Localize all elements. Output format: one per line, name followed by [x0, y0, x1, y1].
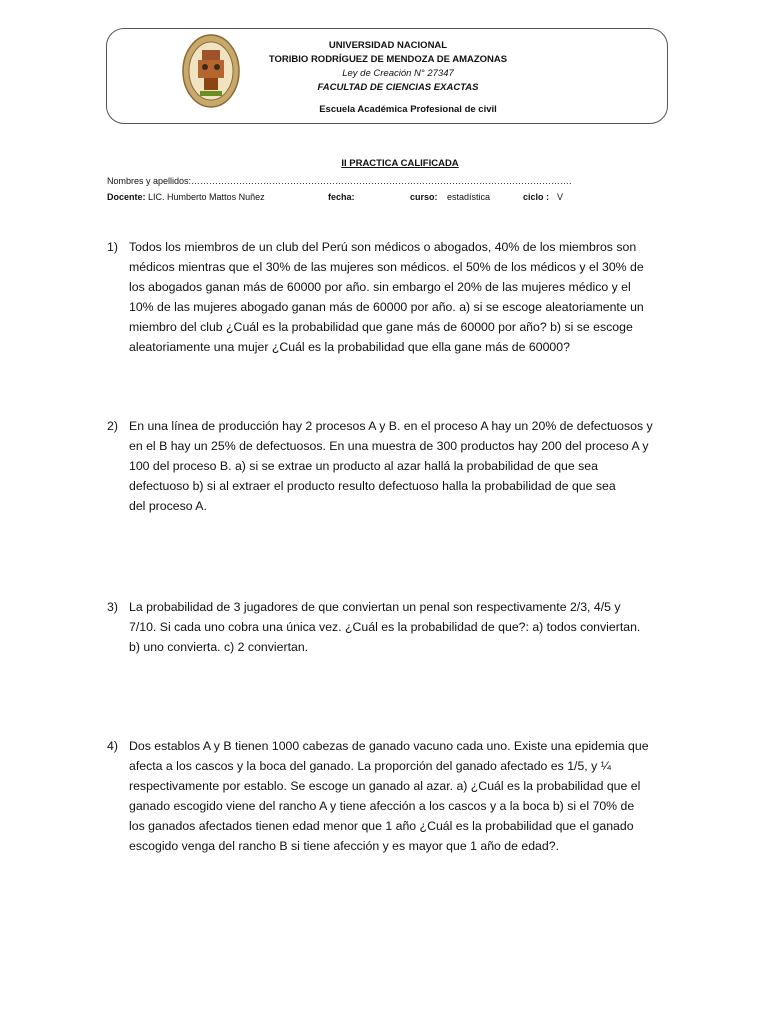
question-line: defectuoso b) si al extraer el producto resulto defectuoso halla la probabilidad de que sea [129, 479, 616, 493]
question-number: 1) [107, 240, 118, 254]
question-line: médicos mientras que el 30% de las mujeres son médicos. el 50% de los médicos y el 30% de [129, 260, 644, 274]
question-line: miembro del club ¿Cuál es la probabilidad que gane más de 60000 por año? b) si se escoge [129, 320, 633, 334]
question-line: La probabilidad de 3 jugadores de que conviertan un penal son respectivamente 2/3, 4/5 y [129, 600, 621, 614]
question-line: Todos los miembros de un club del Perú son médicos o abogados, 40% de los miembros son [129, 240, 637, 254]
question-line: ganado escogido viene del rancho A y tiene afección a los cascos y a la boca b) si el 70% de [129, 799, 635, 813]
name-label: Nombres y apellidos: [107, 176, 192, 186]
name-dots: ………………………………………………………………………………………………………………. [191, 176, 572, 186]
school-name: Escuela Académica Profesional de civil [319, 104, 497, 115]
university-label: UNIVERSIDAD NACIONAL [328, 40, 448, 51]
university-seal-icon [182, 34, 240, 108]
docente-value: LIC. Humberto Mattos Nuñez [148, 192, 265, 202]
question-line: b) uno convierta. c) 2 conviertan. [129, 640, 309, 654]
ciclo-value: V [557, 192, 564, 202]
question-line: 100 del proceso B. a) si se extrae un producto al azar hallá la probabilidad de que sea [129, 459, 598, 473]
question-line: los abogados ganan más de 60000 por año. sin embargo el 20% de las mujeres médico y el [129, 280, 631, 294]
faculty-name: FACULTAD DE CIENCIAS EXACTAS [317, 82, 479, 93]
question-line: 7/10. Si cada uno cobra una única vez. ¿Cuál es la probabilidad de que?: a) todos conviertan. [129, 620, 641, 634]
question-number: 2) [107, 419, 118, 433]
docente-row [107, 192, 667, 202]
question-line: del proceso A. [129, 499, 207, 513]
name-row [107, 176, 572, 186]
creation-law: Ley de Creación N° 27347 [342, 68, 454, 79]
docente-label: Docente: [107, 192, 146, 202]
question-line: aleatoriamente una mujer ¿Cuál es la probabilidad que ella gane más de 60000? [129, 340, 570, 354]
question-2 [107, 416, 667, 516]
question-line: Dos establos A y B tienen 1000 cabezas de ganado vacuno cada uno. Existe una epidemia que [129, 739, 649, 753]
question-line: respectivamente por establo. Se escoge un ganado al azar. a) ¿Cuál es la probabilidad que el [129, 779, 641, 793]
question-line: los ganados afectados tienen edad menor que 1 año ¿Cuál es la probabilidad que el ganado [129, 819, 634, 833]
question-number: 3) [107, 600, 118, 614]
question-line: 10% de las mujeres abogado ganan más de 60000 por año. a) si se escoge aleatoriamente un [129, 300, 644, 314]
ciclo-label: ciclo : [523, 192, 550, 202]
fecha-label: fecha: [328, 192, 355, 202]
curso-label: curso: [410, 192, 438, 202]
question-4 [107, 736, 667, 856]
practice-title: II PRACTICA CALIFICADA [341, 158, 459, 169]
university-name: TORIBIO RODRÍGUEZ DE MENDOZA DE AMAZONAS [268, 54, 508, 65]
question-number: 4) [107, 739, 118, 753]
question-3 [107, 597, 667, 657]
question-1 [107, 237, 667, 357]
question-line: en el B hay un 25% de defectuosos. En una muestra de 300 productos hay 200 del proceso A y [129, 439, 649, 453]
question-line: escogido venga del rancho B si tiene afección y es mayor que 1 año de edad?. [129, 839, 559, 853]
curso-value: estadística [447, 192, 491, 202]
question-line: En una línea de producción hay 2 procesos A y B. en el proceso A hay un 20% de defectuosos y [129, 419, 653, 433]
question-line: afecta a los cascos y la boca del ganado. La proporción del ganado afectado es 1/5, y ¼ [129, 759, 611, 773]
